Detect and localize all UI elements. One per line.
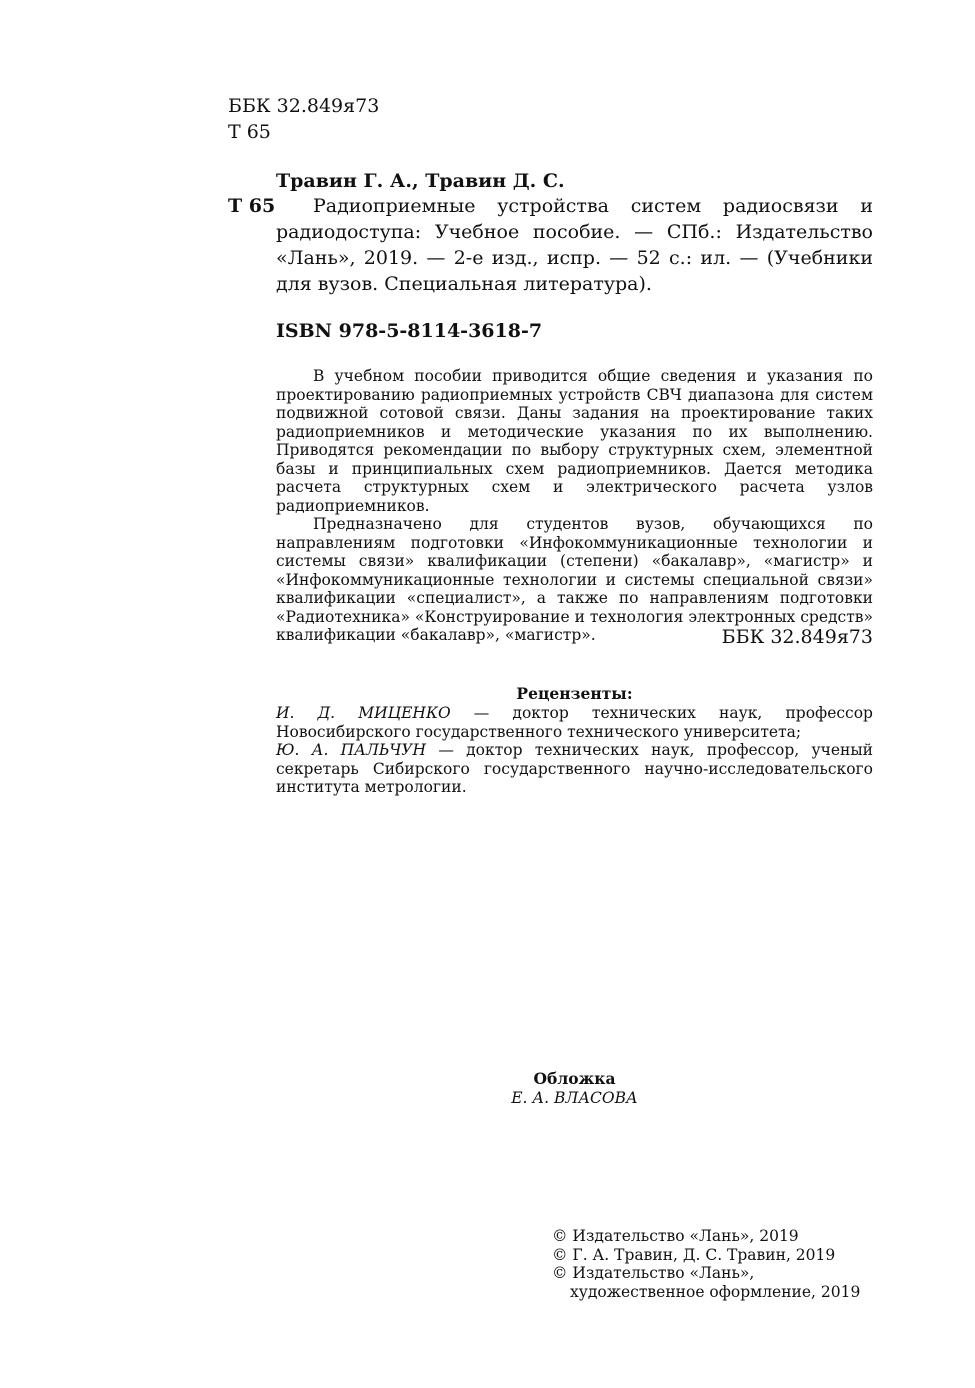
abstract-bbk: ББК 32.849я73 bbox=[721, 626, 873, 648]
header-block bbox=[228, 93, 379, 145]
cover-credit-title: Обложка bbox=[533, 1069, 616, 1088]
reviewers-list bbox=[276, 704, 873, 797]
copyright-block bbox=[552, 1227, 860, 1301]
reviewer-description: — доктор технических наук, профессор, ученый секретарь Сибирского государственного научно-исследовательского института метрологии. bbox=[276, 741, 874, 796]
cover-credit bbox=[276, 1070, 873, 1107]
reviewers-title: Рецензенты: bbox=[516, 684, 633, 703]
authors-heading: Травин Г. А., Травин Д. С. bbox=[276, 170, 565, 192]
copyright-line: © Издательство «Лань», 2019 bbox=[552, 1227, 799, 1245]
bbk-classification: ББК 32.849я73 bbox=[228, 95, 380, 117]
reviewer-name: Ю. А. ПАЛЬЧУН bbox=[276, 741, 427, 759]
record-code: Т 65 bbox=[228, 195, 276, 217]
reviewer-description: — доктор технических наук, профессор Новосибирского государственного технического университета; bbox=[276, 704, 873, 741]
author-sign-code: Т 65 bbox=[228, 121, 271, 143]
copyright-line: © Г. А. Травин, Д. С. Травин, 2019 bbox=[552, 1245, 836, 1264]
copyright-line: художественное оформление, 2019 bbox=[570, 1282, 861, 1301]
abstract bbox=[276, 367, 873, 645]
reviewer-name: И. Д. МИЦЕНКО bbox=[276, 704, 451, 722]
isbn: ISBN 978-5-8114-3618-7 bbox=[276, 320, 543, 342]
copyright-line: © Издательство «Лань», bbox=[552, 1264, 755, 1282]
bibliographic-description: Радиоприемные устройства систем радиосвязи и радиодоступа: Учебное пособие. — СПб.: Издательство «Лань», 2019. — 2-е изд., испр. — 52 с.: ил. — (Учебники для вузов. Специальная литература). bbox=[276, 195, 873, 295]
abstract-paragraph: Предназначено для студентов вузов, обучающихся по направлениям подготовки «Инфокоммуникационные технологии и системы связи» квалификации (степени) «бакалавр», «магистр» и «Инфокоммуникационные технологии и системы специальной связи» квалификации «специалист», а также по направлениям подготовки «Радиотехника» «Конструирование и технология электронных средств» квалификации «бакалавр», «магистр». bbox=[276, 515, 874, 644]
abstract-paragraph: В учебном пособии приводится общие сведения и указания по проектированию радиоприемных устройств СВЧ диапазона для систем подвижной сотовой связи. Даны задания на проектирование таких радиоприемников и методические указания по их выполнению. Приводятся рекомендации по выбору структурных схем, элементной базы и принципиальных схем радиоприемников. Дается методика расчета структурных схем и электрического расчета узлов радиоприемников. bbox=[276, 367, 873, 515]
reviewer-entry bbox=[276, 741, 873, 797]
reviewer-entry bbox=[276, 704, 873, 741]
cover-designer: Е. А. ВЛАСОВА bbox=[511, 1088, 638, 1107]
